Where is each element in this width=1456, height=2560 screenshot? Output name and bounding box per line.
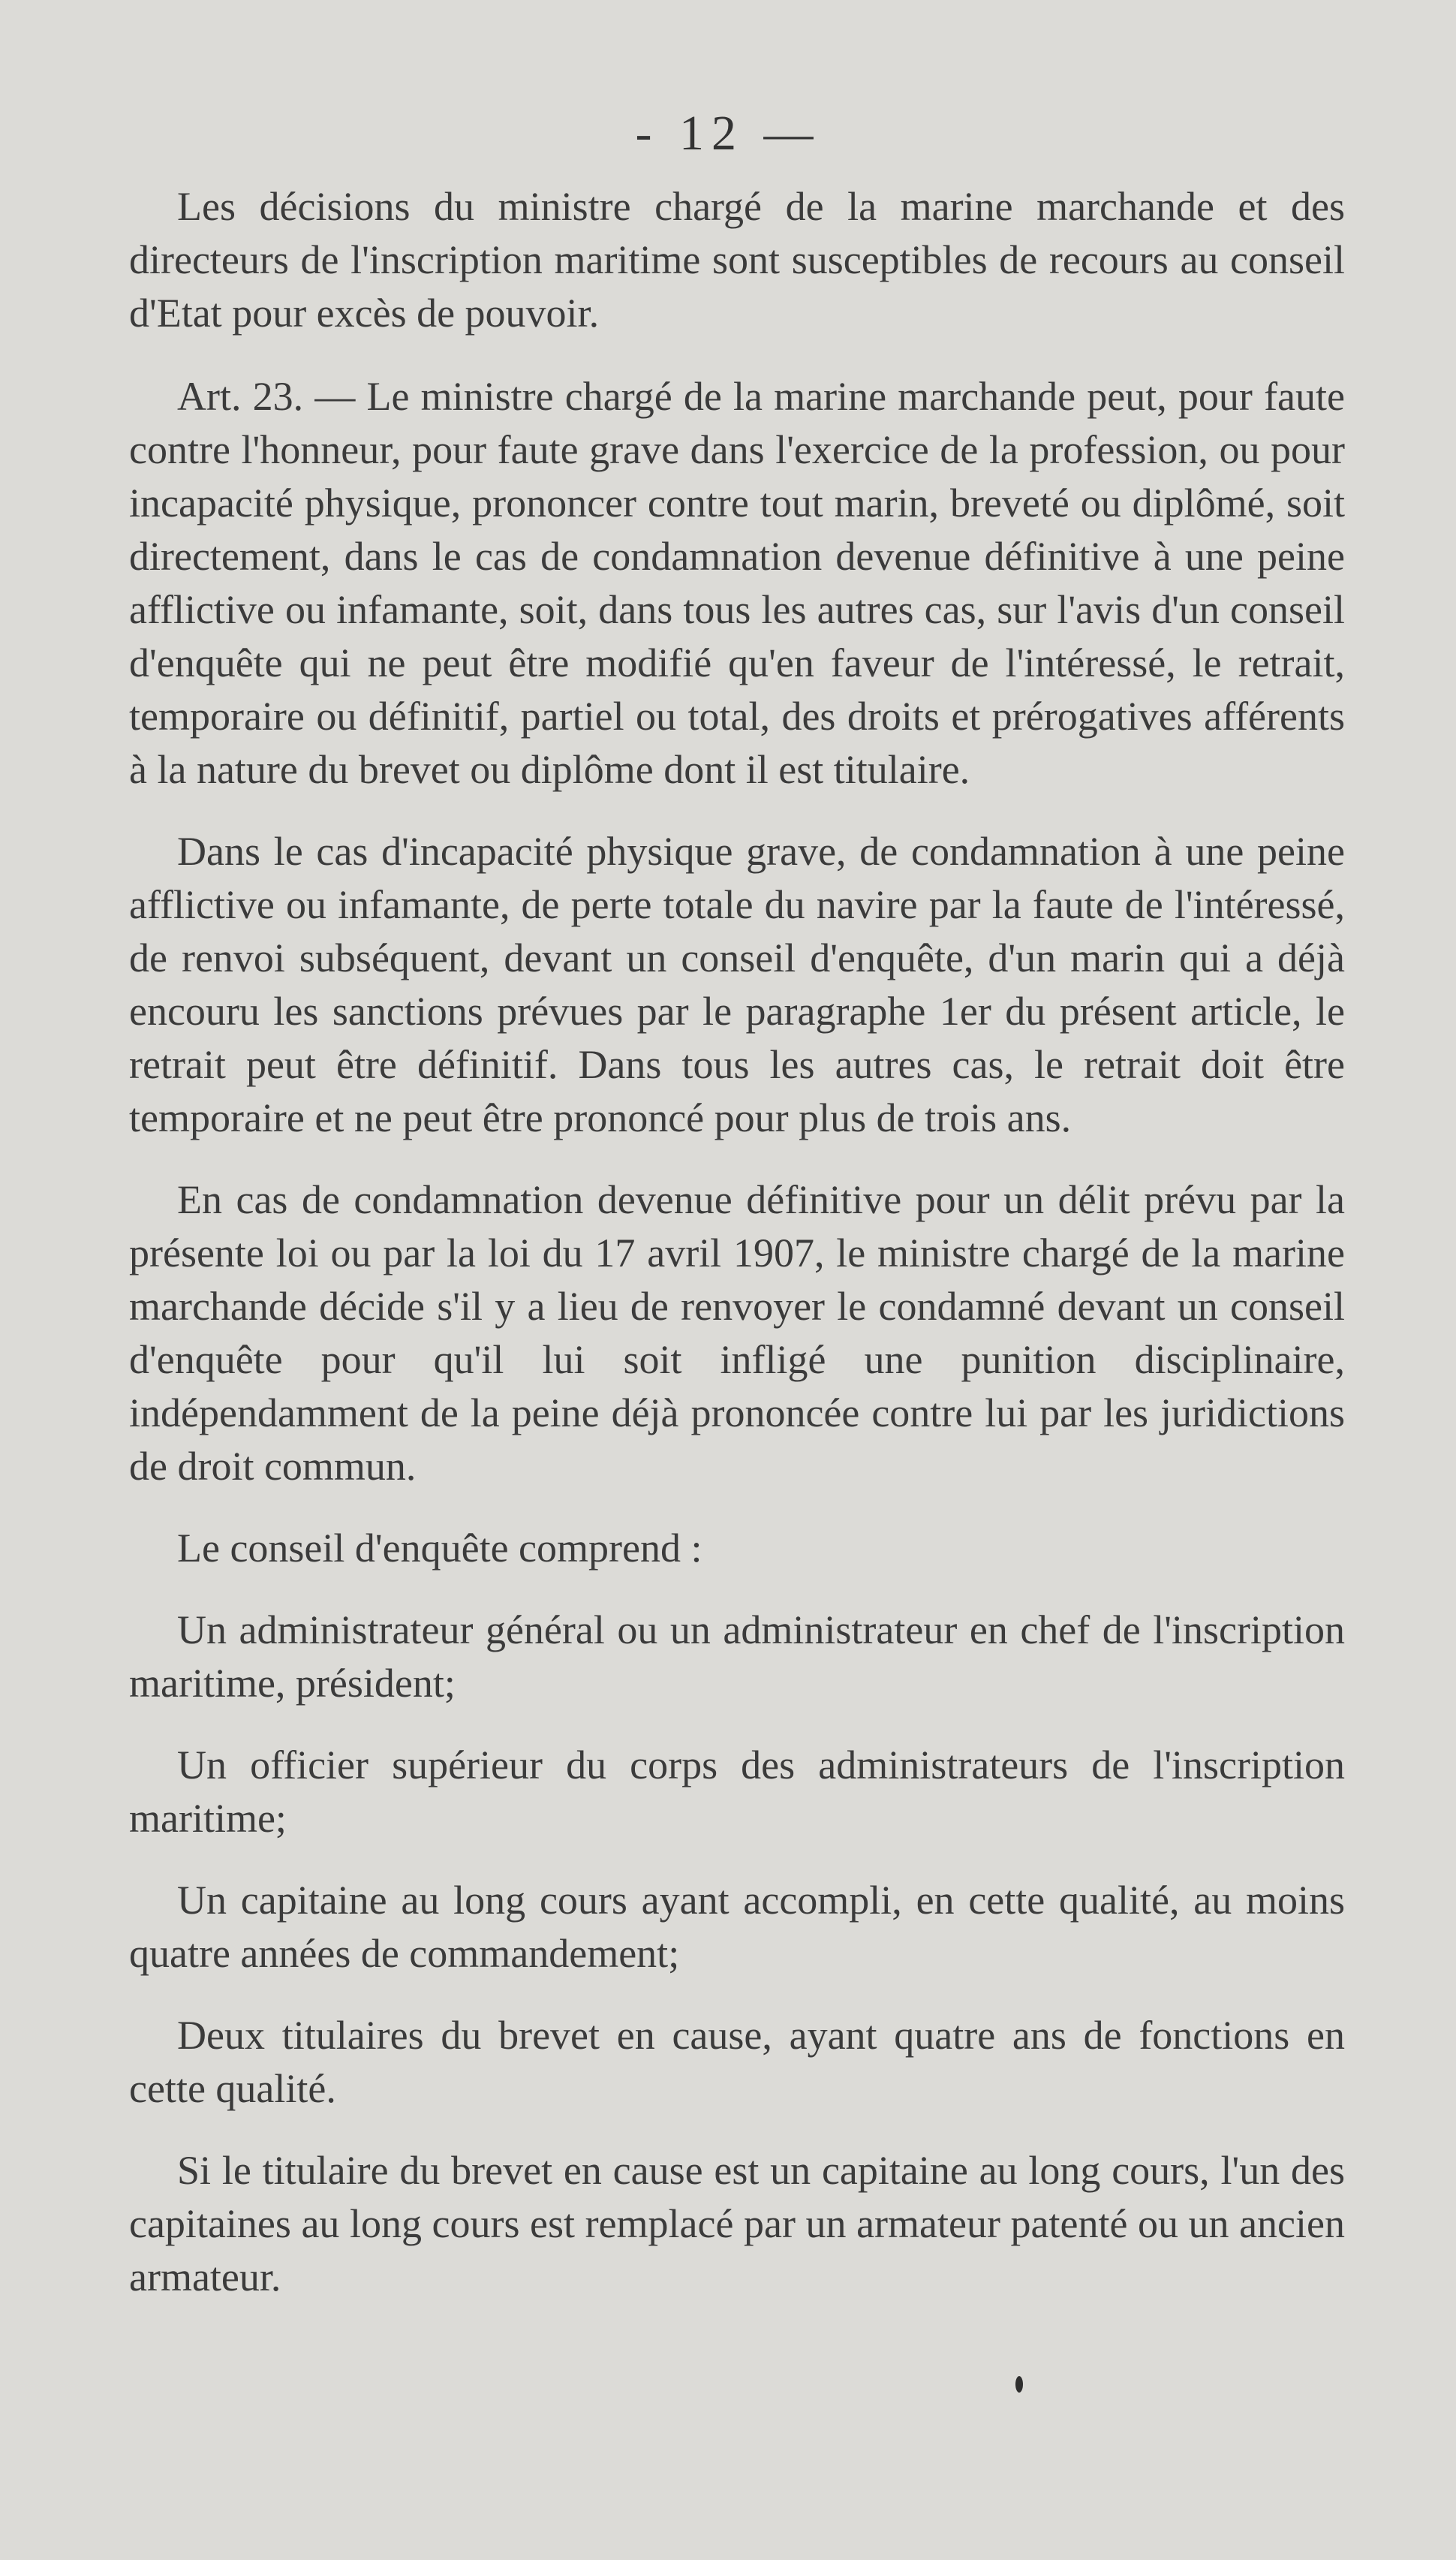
list-item: Deux titulaires du brevet en cause, ayant quatre ans de fonctions en cette qualité. [129,2013,1345,2111]
paragraph: En cas de condamnation devenue définitive pour un délit prévu par la présente loi ou par la loi du 17 avril 1907, le ministre chargé de la marine marchande décide s'il y a lieu de renvoyer le condamné devant un conseil d'enquête pour qu'il lui soit infligé une punition disciplinaire, indépendamment de la peine déjà prononcée contre lui par les juridictions de droit commun. [129,1177,1345,1489]
page-body [129,180,1345,2333]
paragraph-article-23: Art. 23. — Le ministre chargé de la marine marchande peut, pour faute contre l'honneur, pour faute grave dans l'exercice de la profession, ou pour incapacité physique, prononcer contre tout marin, breveté ou diplômé, soit directement, dans le cas de condamnation devenue définitive à une peine afflictive ou infamante, soit, dans tous les autres cas, sur l'avis d'un conseil d'enquête qui ne peut être modifié qu'en faveur de l'intéressé, le retrait, temporaire ou définitif, partiel ou total, des droits et prérogatives afférents à la nature du brevet ou diplôme dont il est titulaire. [129,374,1345,792]
page-number: - 12 — [635,106,821,161]
ink-speck [1015,2376,1023,2393]
list-item: Un administrateur général ou un administrateur en chef de l'inscription maritime, président; [129,1607,1345,1706]
paragraph: Le conseil d'enquête comprend : [177,1525,702,1571]
paragraph: Dans le cas d'incapacité physique grave, de condamnation à une peine afflictive ou infamante, de perte totale du navire par la faute de l'intéressé, de renvoi subséquent, devant un conseil d'enquête, d'un marin qui a déjà encouru les sanctions prévues par le paragraphe 1er du présent article, le retrait peut être définitif. Dans tous les autres cas, le retrait doit être temporaire et ne peut être prononcé pour plus de trois ans. [129,829,1345,1140]
paragraph: Les décisions du ministre chargé de la marine marchande et des directeurs de l'inscription maritime sont susceptibles de recours au conseil d'Etat pour excès de pouvoir. [129,184,1345,336]
list-item: Un capitaine au long cours ayant accompli, en cette qualité, au moins quatre années de commandement; [129,1878,1345,1976]
list-item: Un officier supérieur du corps des administrateurs de l'inscription maritime; [129,1742,1345,1841]
paragraph: Si le titulaire du brevet en cause est un capitaine au long cours, l'un des capitaines au long cours est remplacé par un armateur patenté ou un ancien armateur. [129,2148,1345,2299]
